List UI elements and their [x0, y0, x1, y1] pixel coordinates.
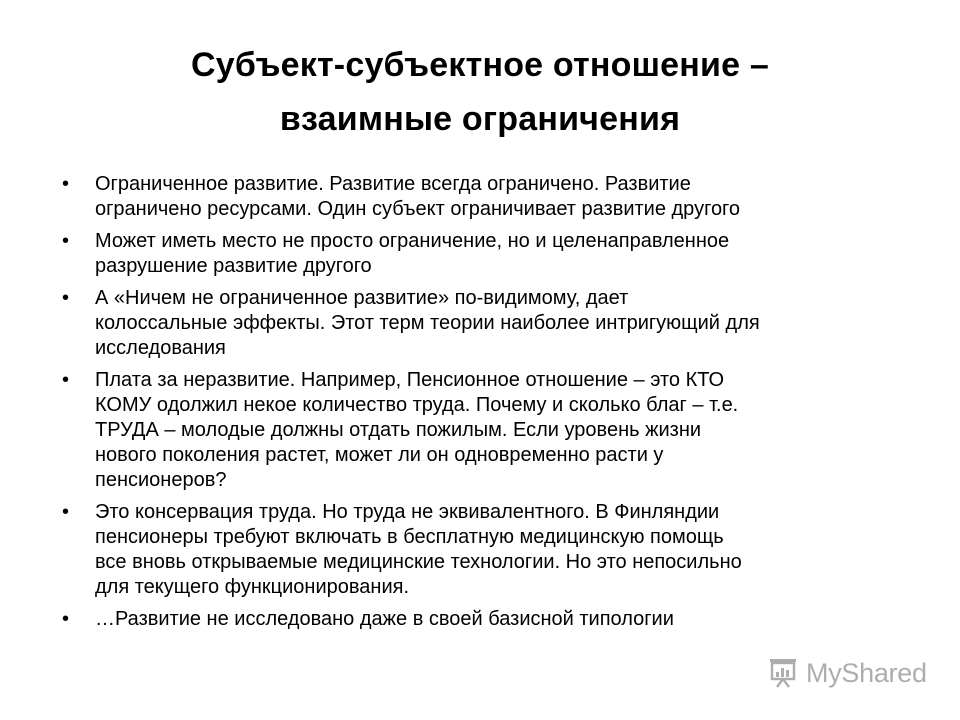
bullet-text-line: исследования [95, 337, 226, 359]
bullet-marker: • [62, 230, 70, 252]
bullet-list [62, 172, 912, 639]
bullet-text-line: Может иметь место не просто ограничение, но и целенаправленное [95, 230, 730, 252]
bullet-text-line: А «Ничем не ограниченное развитие» по-видимому, дает [95, 287, 629, 309]
slide-title [60, 38, 900, 146]
bullet-item [62, 607, 912, 632]
bullet-text-line: колоссальные эффекты. Этот терм теории наиболее интригующий для [95, 312, 760, 334]
bullet-item [62, 229, 912, 279]
bullet-text-line: для текущего функционирования. [95, 576, 410, 598]
bullet-text-line: Ограниченное развитие. Развитие всегда ограничено. Развитие [95, 173, 691, 195]
bullet-marker: • [62, 501, 70, 523]
bullet-item [62, 172, 912, 222]
bullet-text-line: все вновь открываемые медицинские технологии. Но это непосильно [95, 551, 742, 573]
bullet-marker: • [62, 608, 70, 630]
bullet-text-line: …Развитие не исследовано даже в своей базисной типологии [95, 608, 674, 630]
bullet-marker: • [62, 369, 70, 391]
bullet-text-line: пенсионеры требуют включать в бесплатную медицинскую помощь [95, 526, 724, 548]
bullet-text-line: КОМУ одолжил некое количество труда. Почему и сколько благ – т.е. [95, 394, 739, 416]
bullet-text-line: пенсионеров? [95, 469, 227, 491]
bullet-text-line: Плата за неразвитие. Например, Пенсионное отношение – это КТО [95, 369, 725, 391]
slide-title-line-1: Субъект-субъектное отношение – [191, 46, 769, 84]
bullet-text-line: Это консервация труда. Но труда не эквивалентного. В Финляндии [95, 501, 720, 523]
bullet-item [62, 286, 912, 361]
bullet-text-line: разрушение развитие другого [95, 255, 372, 277]
slide-title-line-2: взаимные ограничения [279, 100, 681, 138]
watermark-text: MyShared [806, 657, 927, 688]
presentation-board-icon [766, 656, 800, 690]
bullet-marker: • [62, 173, 70, 195]
bullet-text-line: ТРУДА – молодые должны отдать пожилым. Если уровень жизни [95, 419, 702, 441]
bullet-item [62, 368, 912, 493]
bullet-text-line: ограничено ресурсами. Один субъект ограничивает развитие другого [95, 198, 741, 220]
bullet-marker: • [62, 287, 70, 309]
bullet-text-line: нового поколения растет, может ли он одновременно расти у [95, 444, 664, 466]
watermark[interactable] [766, 655, 927, 691]
bullet-item [62, 500, 912, 600]
